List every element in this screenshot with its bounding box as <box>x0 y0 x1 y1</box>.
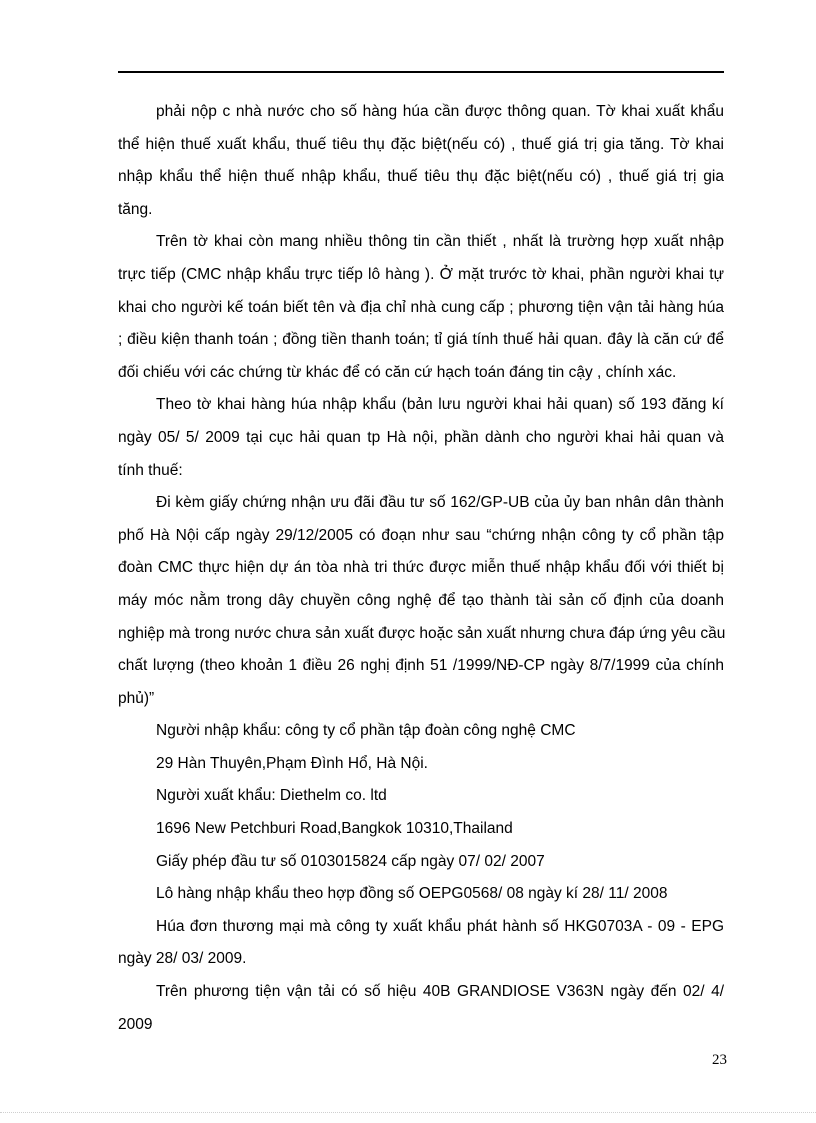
text-line: đối chiếu với các chứng từ khác để có căn cứ hạch toán đáng tin cậy , chính xác. <box>118 363 677 381</box>
text-line: Trên phương tiện vận tải có số hiệu 40B GRANDIOSE V363N ngày đến 02/ 4/ <box>156 983 724 1001</box>
footer-rule <box>0 1112 816 1113</box>
text-line: Giấy phép đầu tư số 0103015824 cấp ngày 07/ 02/ 2007 <box>156 852 545 870</box>
text-line: ngày 28/ 03/ 2009. <box>118 950 247 968</box>
text-line: Trên tờ khai còn mang nhiều thông tin cần thiết , nhất là trường hợp xuất nhập <box>156 233 724 251</box>
text-line: Người xuất khẩu: Diethelm co. ltd <box>156 787 387 805</box>
text-line: 29 Hàn Thuyên,Phạm Đình Hổ, Hà Nội. <box>156 754 428 772</box>
text-line: nhập khẩu thể hiện thuế nhập khẩu, thuế tiêu thụ đặc biệt(nếu có) , thuế giá trị gia <box>118 168 724 186</box>
text-line: Húa đơn thương mại mà công ty xuất khẩu phát hành số HKG0703A - 09 - EPG <box>156 917 724 935</box>
text-line: phố Hà Nội cấp ngày 29/12/2005 có đoạn như sau “chứng nhận công ty cổ phần tập <box>118 526 724 544</box>
document-body <box>118 96 724 1041</box>
text-line: nghiệp mà trong nước chưa sản xuất được hoặc sản xuất nhưng chưa đáp ứng yêu cầu <box>118 624 726 642</box>
text-line: ; điều kiện thanh toán ; đồng tiền thanh toán; tỉ giá tính thuế hải quan. đây là căn cứ để <box>118 331 724 349</box>
text-line: khai cho người kế toán biết tên và địa chỉ nhà cung cấp ; phương tiện vận tải hàng húa <box>118 298 724 316</box>
text-line: phải nộp c nhà nước cho số hàng húa cần được thông quan. Tờ khai xuất khẩu <box>156 103 724 120</box>
text-line: Lô hàng nhập khẩu theo hợp đồng số OEPG0568/ 08 ngày kí 28/ 11/ 2008 <box>156 885 668 903</box>
text-line: tính thuế: <box>118 461 183 479</box>
header-rule <box>118 71 724 73</box>
text-line: phủ)” <box>118 689 155 707</box>
text-line: Đi kèm giấy chứng nhận ưu đãi đầu tư số 162/GP-UB của ủy ban nhân dân thành <box>156 494 724 512</box>
text-line: tăng. <box>118 200 153 218</box>
text-line: 1696 New Petchburi Road,Bangkok 10310,Thailand <box>156 820 513 838</box>
text-line: ngày 05/ 5/ 2009 tại cục hải quan tp Hà nội, phần dành cho người khai hải quan và <box>118 428 724 446</box>
text-line: đoàn CMC thực hiện dự án tòa nhà tri thức được miễn thuế nhập khẩu đối với thiết bị <box>118 559 724 577</box>
text-line: 2009 <box>118 1015 153 1033</box>
text-line: Người nhập khẩu: công ty cổ phần tập đoàn công nghệ CMC <box>156 722 576 740</box>
text-line: thể hiện thuế xuất khẩu, thuế tiêu thụ đặc biệt(nếu có) , thuế giá trị gia tăng. Tờ khai <box>118 135 724 153</box>
page-number: 23 <box>712 1052 727 1068</box>
text-line: trực tiếp (CMC nhập khẩu trực tiếp lô hàng ). Ở mặt trước tờ khai, phần người khai tự <box>118 265 724 283</box>
text-line: chất lượng (theo khoản 1 điều 26 nghị định 51 /1999/NĐ-CP ngày 8/7/1999 của chính <box>118 657 724 675</box>
text-line: Theo tờ khai hàng húa nhập khẩu (bản lưu người khai hải quan) số 193 đăng kí <box>156 396 724 414</box>
text-line: máy móc nằm trong dây chuyền công nghệ để tạo thành tài sản cố định của doanh <box>118 591 724 609</box>
